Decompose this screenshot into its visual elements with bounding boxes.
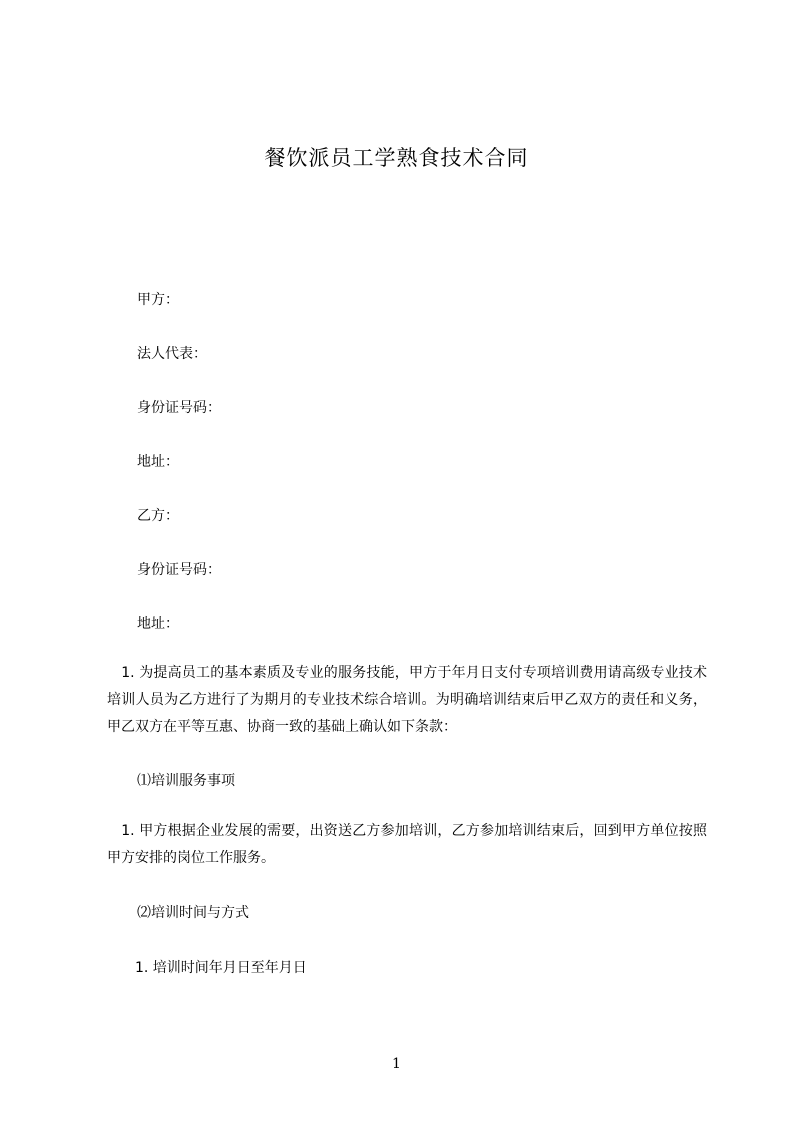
page-number: 1 [392, 1056, 401, 1072]
section-heading-training-time: ⑵培训时间与方式 [137, 905, 249, 921]
paragraph-training-purpose: 1. 为提高员工的基本素质及专业的服务技能，甲方于年月日支付专项培训费用请高级专业技术培训人员为乙方进行了为期月的专业技术综合培训。为明确培训结束后甲乙双方的责任和义务，甲乙双方在平等互惠、协商一致的基础上确认如下条款： [107, 665, 707, 735]
party-a-id-number-field: 身份证号码： [137, 400, 221, 416]
section-heading-training-services: ⑴培训服务事项 [137, 773, 235, 789]
party-a-address-field: 地址： [137, 454, 179, 470]
party-b-id-number-field: 身份证号码： [137, 562, 221, 578]
paragraph-training-obligation: 1. 甲方根据企业发展的需要，出资送乙方参加培训，乙方参加培训结束后，回到甲方单位按照甲方安排的岗位工作服务。 [107, 823, 707, 866]
party-b-address-field: 地址： [137, 616, 179, 632]
legal-representative-field: 法人代表： [137, 346, 207, 362]
party-a-field: 甲方： [137, 292, 179, 308]
item-training-period: 1. 培训时间年月日至年月日 [135, 960, 307, 976]
document-title: 餐饮派员工学熟食技术合同 [264, 146, 529, 170]
party-b-field: 乙方： [137, 508, 179, 524]
